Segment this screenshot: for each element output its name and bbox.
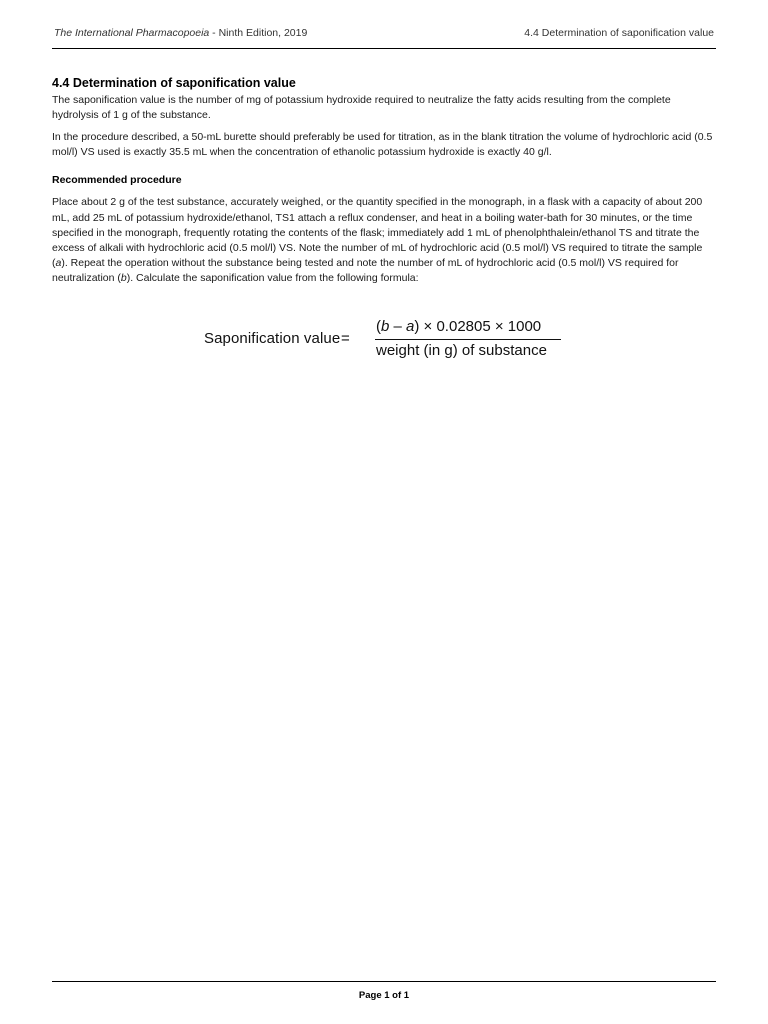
formula-lhs: Saponification value: [204, 330, 341, 347]
header-section-ref: 4.4 Determination of saponification value: [524, 27, 714, 39]
numerator-open-paren: (: [376, 318, 381, 335]
document-body: [52, 75, 716, 293]
formula-denominator: weight (in g) of substance: [376, 342, 547, 359]
formula-numerator: [376, 318, 541, 335]
fraction-bar: [375, 339, 561, 340]
publication-title: The International Pharmacopoeia: [54, 27, 210, 39]
variable-a: a: [55, 256, 62, 269]
variable-b: b: [120, 271, 127, 284]
page-footer: [52, 981, 716, 1012]
page-header: [52, 26, 716, 49]
numerator-minus: –: [389, 318, 407, 335]
procedure-text-3: ). Calculate the saponification value from the following formula:: [126, 271, 419, 284]
procedure-paragraph: [52, 195, 716, 286]
procedure-text-1: Place about 2 g of the test substance, accurately weighed, or the quantity specified in the monograph, in a flask with a capacity of about 200 mL, add 25 mL of potassium hydroxide/ethanol, TS1 attach a reflux condenser, and heat in a boiling water-bath for 30 minutes, or the time specified in the monograph, frequently rotating the contents of the flask; immediately add 1 mL of phenolphthalein/ethanol TS and titrate the excess of alkali with hydrochloric acid (0.5 mol/l) VS. Note the number of mL of hydrochloric acid (0.5 mol/l) VS required to titrate the sample (: [52, 196, 703, 269]
header-publication: [54, 27, 307, 39]
note-paragraph: In the procedure described, a 50-mL burette should preferably be used for titration, as in the blank titration the volume of hydrochloric acid (0.5 mol/l) VS used is exactly 35.5 mL when the concentration of ethanolic potassium hydroxide is exactly 40 g/l.: [52, 131, 713, 159]
procedure-subheading: Recommended procedure: [52, 174, 182, 187]
numerator-var-b: b: [381, 318, 390, 335]
publication-edition: - Ninth Edition, 2019: [209, 27, 308, 39]
intro-paragraph: The saponification value is the number of mg of potassium hydroxide required to neutralize the fatty acids resulting from the complete hydrolysis of 1 g of the substance.: [52, 94, 671, 122]
section-title: 4.4 Determination of saponification value: [52, 76, 296, 90]
numerator-rest: ) × 0.02805 × 1000: [414, 318, 542, 335]
procedure-text-2: ). Repeat the operation without the substance being tested and note the number of mL of hydrochloric acid (0.5 mol/l) VS required for neutralization (: [52, 256, 679, 284]
formula-equals: =: [341, 330, 350, 347]
saponification-formula: [204, 318, 564, 362]
page-number: Page 1 of 1: [358, 990, 410, 1001]
numerator-var-a: a: [406, 318, 415, 335]
